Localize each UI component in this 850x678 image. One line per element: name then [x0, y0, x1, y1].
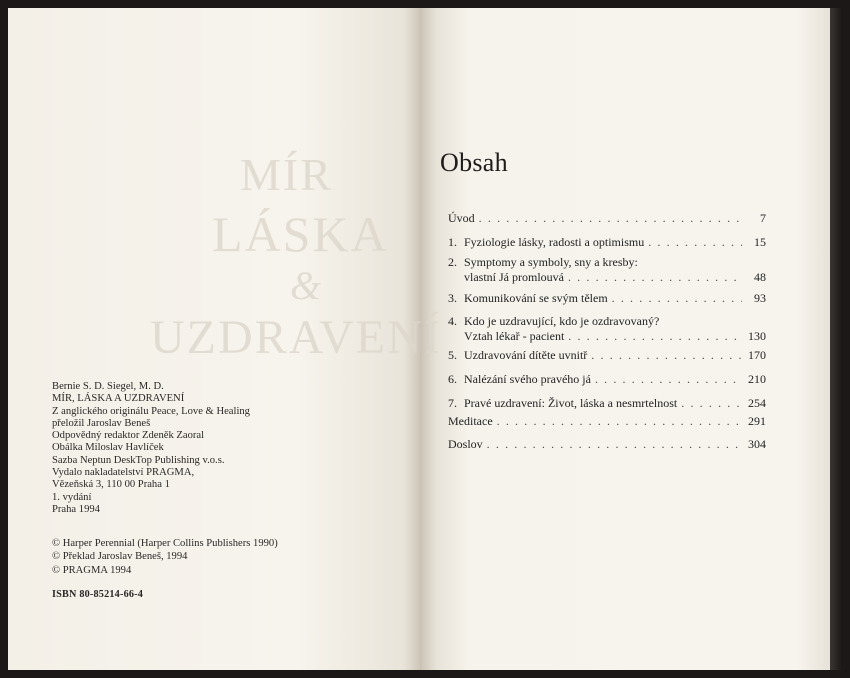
- toc-entry-title: Uzdravování dítěte uvnitř: [464, 348, 588, 362]
- toc-entry-number: 4.: [448, 314, 457, 328]
- ghost-title-line-4: UZDRAVENÍ: [150, 311, 442, 364]
- toc-entry[interactable]: [448, 291, 766, 306]
- toc-entry-number: 3.: [448, 291, 457, 305]
- ghost-title-line-2: LÁSKA: [212, 206, 389, 262]
- toc-entry[interactable]: [448, 372, 766, 387]
- imprint-line: Vězeňská 3, 110 00 Praha 1: [52, 479, 170, 491]
- imprint-line: Sazba Neptun DeskTop Publishing v.o.s.: [52, 454, 225, 466]
- imprint-block: [52, 381, 352, 516]
- copyright-block: [52, 537, 278, 577]
- copyright-line: © Harper Perennial (Harper Collins Publishers 1990): [52, 538, 278, 549]
- contents-title: Obsah: [440, 148, 508, 177]
- imprint-line: Odpovědný redaktor Zdeněk Zaoral: [52, 430, 205, 442]
- imprint-line: Obálka Miloslav Havlíček: [52, 442, 164, 454]
- toc-page-number: 15: [754, 235, 766, 249]
- toc-entry[interactable]: [448, 348, 766, 363]
- toc-leader-dots: [568, 270, 742, 285]
- toc-entry-title: Kdo je uzdravující, kdo je ozdravovaný?: [464, 314, 660, 328]
- toc-page-number: 304: [748, 437, 766, 451]
- isbn: ISBN 80-85214-66-4: [52, 589, 144, 600]
- toc-page-number: 93: [754, 291, 766, 305]
- toc-entry-title: Pravé uzdravení: Život, láska a nesmrtelnost: [464, 396, 678, 410]
- toc-leader-dots: [612, 291, 742, 306]
- imprint-line: Praha 1994: [52, 503, 100, 515]
- toc-page-number: 291: [748, 414, 766, 428]
- toc-entry-title: Meditace: [448, 414, 493, 428]
- toc-page-number: 170: [748, 348, 766, 362]
- toc-entry-title: Komunikování se svým tělem: [464, 291, 608, 305]
- copyright-line: © Překlad Jaroslav Beneš, 1994: [52, 551, 188, 563]
- toc-page-number: 7: [760, 211, 766, 225]
- toc-entry-number: 7.: [448, 396, 457, 410]
- toc-page-number: 130: [748, 329, 766, 343]
- toc-entry[interactable]: [448, 314, 766, 344]
- toc-leader-dots: [568, 329, 742, 344]
- toc-leader-dots: [591, 348, 742, 363]
- toc-entry-number: 1.: [448, 235, 457, 249]
- toc-entry[interactable]: [448, 255, 766, 285]
- toc-entry-title: vlastní Já promlouvá: [464, 270, 564, 284]
- toc-entry[interactable]: [448, 211, 766, 226]
- imprint-line: 1. vydání: [52, 491, 92, 503]
- toc-page-number: 254: [748, 396, 766, 410]
- toc-entry-title: Fyziologie lásky, radosti a optimismu: [464, 235, 645, 249]
- toc-entry-number: 5.: [448, 348, 457, 362]
- page-edge-shadow: [830, 8, 842, 670]
- toc-entry[interactable]: [448, 235, 766, 250]
- toc-entry[interactable]: [448, 437, 766, 452]
- toc-leader-dots: [648, 235, 742, 250]
- toc-entry-number: 6.: [448, 372, 457, 386]
- imprint-line: Bernie S. D. Siegel, M. D.: [52, 381, 164, 392]
- toc-entry-title: Nalézání svého pravého já: [464, 372, 591, 386]
- toc-entry-title: Symptomy a symboly, sny a kresby:: [464, 255, 638, 269]
- toc-page-number: 48: [754, 270, 766, 284]
- copyright-line: © PRAGMA 1994: [52, 564, 132, 576]
- toc-page-number: 210: [748, 372, 766, 386]
- toc-entry[interactable]: [448, 396, 766, 411]
- toc-leader-dots: [487, 437, 742, 452]
- ghost-title-line-3: &: [290, 263, 324, 308]
- imprint-line: přeložil Jaroslav Beneš: [52, 417, 151, 429]
- toc-leader-dots: [497, 414, 742, 429]
- imprint-line: MÍR, LÁSKA A UZDRAVENÍ: [52, 393, 185, 405]
- toc-entry[interactable]: [448, 414, 766, 429]
- toc-entry-number: 2.: [448, 255, 457, 269]
- imprint-line: Vydalo nakladatelství PRAGMA,: [52, 467, 195, 479]
- toc-entry-title: Vztah lékař - pacient: [464, 329, 565, 343]
- toc-entry-title: Úvod: [448, 211, 475, 225]
- ghost-title-line-1: MÍR: [240, 149, 333, 200]
- toc-leader-dots: [595, 372, 742, 387]
- imprint-line: Z anglického originálu Peace, Love & Healing: [52, 405, 250, 417]
- toc-leader-dots: [681, 396, 742, 411]
- toc-entry-title: Doslov: [448, 437, 483, 451]
- toc-leader-dots: [479, 211, 742, 226]
